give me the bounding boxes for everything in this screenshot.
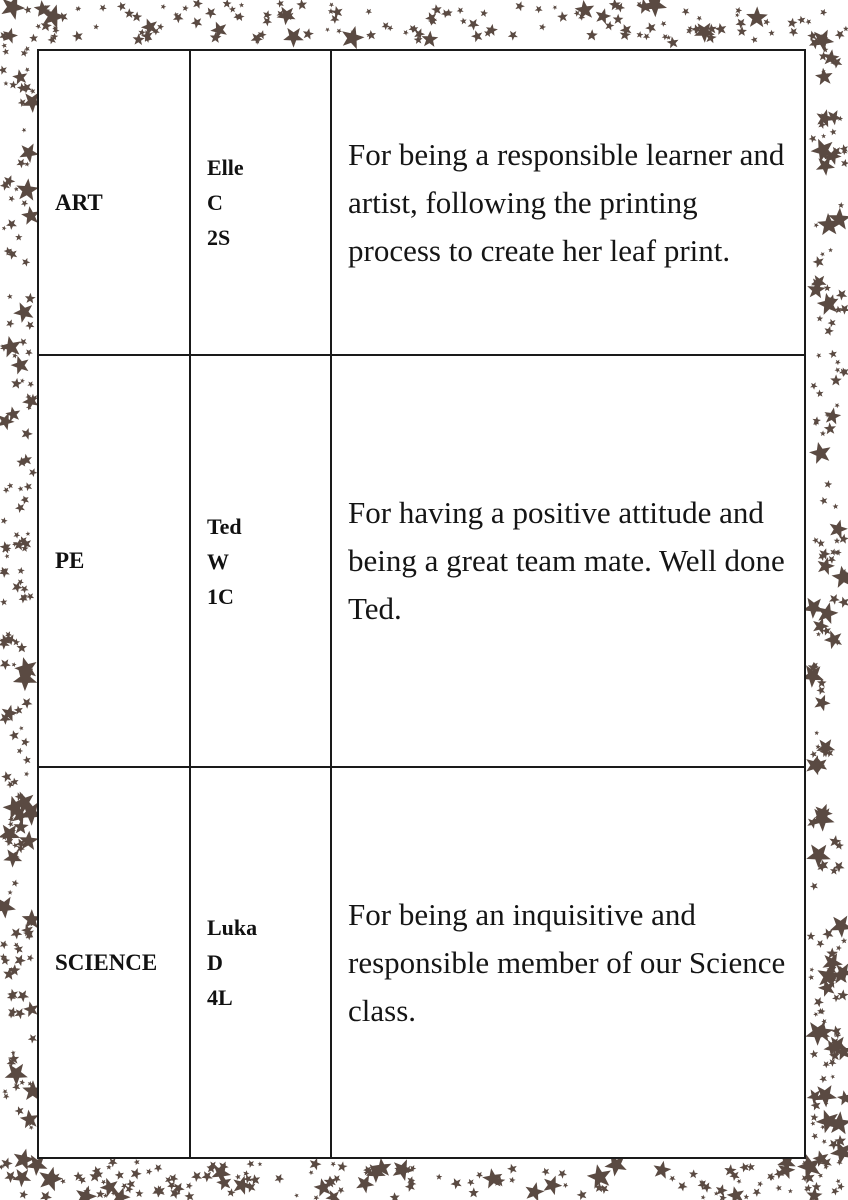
star-icon: [744, 1194, 750, 1200]
star-icon: [313, 1195, 319, 1200]
star-icon: [117, 2, 126, 11]
star-icon: [737, 26, 747, 36]
star-icon: [816, 390, 824, 398]
star-icon: [605, 21, 614, 31]
star-icon: [18, 567, 25, 574]
star-icon: [207, 1163, 217, 1173]
star-icon: [775, 1185, 781, 1192]
star-icon: [22, 258, 30, 267]
star-icon: [22, 128, 27, 133]
star-icon: [828, 556, 836, 564]
star-icon: [21, 698, 32, 709]
reason-cell: For being a responsible learner and artist, following the printing process to create her leaf print.: [331, 50, 805, 355]
star-icon: [820, 497, 828, 505]
star-icon: [0, 825, 20, 846]
star-icon: [20, 1190, 29, 1199]
star-icon: [4, 1171, 16, 1183]
star-icon: [24, 6, 32, 14]
star-icon: [596, 8, 611, 24]
star-icon: [336, 28, 342, 34]
star-icon: [21, 738, 30, 747]
star-icon: [815, 68, 833, 85]
star-icon: [835, 403, 840, 408]
star-icon: [275, 1174, 285, 1184]
star-icon: [9, 81, 17, 89]
star-icon: [3, 487, 10, 494]
subject-cell: SCIENCE: [38, 767, 190, 1158]
star-icon: [436, 1174, 442, 1180]
awards-table: [37, 49, 806, 1159]
star-icon: [157, 23, 164, 30]
star-icon: [805, 1022, 830, 1046]
star-icon: [35, 24, 41, 30]
star-icon: [25, 349, 33, 356]
star-icon: [829, 350, 837, 359]
star-icon: [3, 849, 22, 867]
star-icon: [325, 28, 330, 33]
star-icon: [276, 0, 284, 8]
student-first-name: Luka: [207, 915, 258, 940]
star-icon: [817, 602, 838, 624]
star-icon: [15, 503, 25, 513]
star-icon: [468, 19, 480, 31]
star-icon: [20, 1079, 26, 1085]
star-icon: [814, 730, 819, 735]
star-icon: [15, 1008, 26, 1019]
star-icon: [835, 360, 841, 366]
star-icon: [824, 422, 836, 434]
star-icon: [814, 997, 824, 1007]
star-icon: [830, 129, 837, 136]
star-icon: [843, 26, 848, 32]
star-icon: [6, 219, 17, 230]
student-class: 4L: [207, 985, 233, 1010]
star-icon: [296, 0, 307, 10]
star-icon: [72, 31, 83, 42]
star-icon: [833, 503, 839, 509]
star-icon: [25, 293, 36, 304]
award-row-science: [38, 767, 805, 1158]
star-icon: [365, 9, 372, 15]
star-icon: [820, 430, 826, 436]
star-icon: [337, 1161, 347, 1171]
star-icon: [716, 1184, 728, 1196]
star-icon: [191, 17, 202, 28]
star-icon: [3, 1093, 10, 1099]
star-icon: [239, 2, 244, 7]
star-icon: [810, 1050, 819, 1058]
star-icon: [575, 0, 595, 19]
star-icon: [235, 1174, 241, 1180]
star-icon: [810, 882, 818, 890]
star-icon: [838, 597, 848, 608]
star-icon: [660, 21, 666, 27]
star-icon: [28, 1034, 37, 1043]
star-icon: [310, 1158, 322, 1170]
star-icon: [356, 1175, 374, 1193]
star-icon: [193, 0, 203, 9]
star-icon: [830, 1074, 835, 1079]
star-icon: [2, 226, 7, 231]
star-icon: [1, 517, 8, 524]
student-initial: C: [207, 190, 223, 215]
star-icon: [810, 967, 815, 972]
star-icon: [736, 19, 747, 29]
student-first-name: Ted: [207, 513, 242, 539]
star-icon: [814, 223, 819, 228]
star-icon: [787, 18, 797, 28]
star-icon: [509, 1177, 515, 1184]
star-icon: [337, 1187, 344, 1194]
star-icon: [154, 1164, 163, 1172]
star-icon: [552, 5, 557, 10]
star-icon: [764, 19, 771, 26]
star-icon: [303, 28, 314, 39]
star-icon: [811, 1113, 819, 1121]
star-icon: [330, 15, 339, 24]
star-icon: [542, 1168, 550, 1176]
star-icon: [229, 6, 236, 13]
star-icon: [837, 1183, 845, 1191]
star-icon: [247, 1160, 255, 1168]
star-icon: [1, 43, 7, 49]
star-icon: [1, 771, 12, 782]
star-icon: [135, 1189, 143, 1197]
student-cell: [190, 767, 331, 1158]
star-icon: [841, 159, 848, 167]
star-icon: [835, 30, 845, 39]
star-icon: [12, 353, 17, 359]
star-icon: [817, 315, 824, 322]
star-icon: [574, 10, 581, 17]
student-initial: D: [207, 950, 223, 975]
star-icon: [715, 23, 727, 35]
star-icon: [824, 480, 832, 488]
star-icon: [816, 686, 825, 695]
star-icon: [467, 1179, 475, 1186]
star-icon: [5, 1064, 28, 1086]
star-icon: [643, 33, 650, 40]
star-icon: [154, 1185, 165, 1197]
star-icon: [457, 7, 464, 14]
star-icon: [810, 1121, 815, 1126]
subject-cell: ART: [38, 50, 190, 355]
star-icon: [1, 0, 25, 20]
star-icon: [12, 842, 18, 848]
star-icon: [58, 12, 68, 22]
student-cell: [190, 50, 331, 355]
star-icon: [757, 1181, 763, 1187]
star-icon: [736, 1179, 741, 1184]
star-icon: [40, 1191, 52, 1200]
star-icon: [132, 12, 142, 22]
star-icon: [577, 1190, 587, 1200]
star-icon: [16, 178, 39, 200]
star-icon: [751, 36, 758, 43]
star-icon: [9, 730, 19, 740]
star-icon: [816, 940, 824, 948]
star-icon: [15, 234, 22, 241]
star-icon: [825, 326, 834, 336]
star-icon: [96, 1190, 105, 1199]
star-icon: [735, 7, 742, 14]
star-icon: [471, 30, 482, 42]
star-icon: [4, 554, 9, 559]
star-icon: [809, 135, 817, 143]
star-icon: [526, 1182, 545, 1200]
star-icon: [21, 200, 28, 207]
star-icon: [25, 531, 30, 536]
star-icon: [451, 1178, 462, 1189]
star-icon: [836, 945, 842, 951]
star-icon: [124, 8, 134, 18]
star-icon: [811, 1133, 818, 1140]
star-icon: [645, 22, 656, 33]
star-icon: [3, 81, 8, 86]
star-icon: [476, 1172, 483, 1179]
star-icon: [832, 994, 840, 1002]
star-icon: [331, 1162, 337, 1167]
star-icon: [823, 1061, 830, 1068]
star-icon: [8, 890, 13, 895]
award-row-pe: [38, 355, 805, 767]
star-icon: [17, 748, 23, 755]
star-icon: [184, 1191, 194, 1200]
star-icon: [13, 532, 20, 539]
star-icon: [182, 5, 188, 11]
star-icon: [403, 30, 409, 36]
star-icon: [409, 25, 417, 33]
star-icon: [216, 1175, 231, 1190]
star-icon: [835, 367, 841, 373]
star-icon: [820, 252, 825, 257]
star-icon: [169, 1174, 179, 1184]
star-icon: [837, 1090, 848, 1105]
star-icon: [768, 30, 774, 36]
star-icon: [832, 566, 848, 588]
star-icon: [186, 1182, 193, 1189]
star-icon: [115, 1170, 124, 1179]
star-icon: [613, 14, 624, 24]
star-icon: [830, 520, 848, 539]
star-icon: [329, 3, 334, 8]
star-icon: [29, 34, 38, 43]
star-icon: [678, 1182, 688, 1192]
star-icon: [24, 482, 32, 491]
star-icon: [821, 1139, 826, 1144]
star-icon: [24, 771, 29, 776]
star-icon: [789, 28, 798, 37]
star-icon: [727, 1186, 744, 1200]
star-icon: [807, 932, 816, 940]
star-icon: [205, 8, 217, 19]
star-icon: [6, 319, 14, 328]
star-icon: [817, 539, 825, 547]
student-first-name: Elle: [207, 155, 244, 180]
star-icon: [813, 1012, 818, 1017]
star-icon: [810, 382, 818, 389]
star-icon: [146, 1168, 152, 1175]
star-icon: [746, 6, 768, 27]
star-icon: [828, 248, 833, 253]
star-icon: [26, 593, 34, 601]
star-icon: [134, 1159, 140, 1165]
star-icon: [486, 24, 498, 36]
star-icon: [788, 1189, 793, 1194]
star-icon: [830, 374, 842, 385]
star-icon: [1, 1158, 12, 1170]
star-icon: [12, 1169, 31, 1187]
star-icon: [12, 662, 17, 667]
star-icon: [93, 24, 99, 30]
star-icon: [431, 4, 442, 15]
star-icon: [838, 202, 844, 208]
star-icon: [797, 16, 805, 24]
star-icon: [18, 486, 24, 492]
star-icon: [2, 48, 9, 55]
star-icon: [816, 632, 821, 637]
star-icon: [258, 1162, 263, 1167]
star-icon: [99, 4, 107, 11]
star-icon: [480, 9, 488, 17]
subject-cell: PE: [38, 355, 190, 767]
star-icon: [816, 353, 822, 359]
star-icon: [262, 17, 272, 27]
star-icon: [735, 13, 740, 18]
star-icon: [820, 9, 827, 16]
star-icon: [11, 928, 23, 940]
star-icon: [101, 1180, 106, 1185]
star-icon: [828, 319, 836, 328]
star-icon: [701, 1195, 706, 1200]
star-icon: [460, 18, 467, 25]
star-icon: [20, 585, 28, 593]
star-icon: [16, 159, 26, 169]
star-icon: [544, 1176, 563, 1196]
star-icon: [283, 28, 304, 48]
star-icon: [586, 29, 598, 40]
star-icon: [0, 598, 7, 605]
star-icon: [23, 756, 31, 764]
star-icon: [131, 1168, 142, 1180]
star-icon: [814, 695, 830, 712]
star-icon: [227, 1188, 236, 1197]
star-icon: [539, 24, 546, 31]
reason-cell: For being an inquisitive and responsible member of our Science class.: [331, 767, 805, 1158]
star-icon: [696, 16, 702, 21]
star-icon: [27, 381, 34, 388]
star-icon: [836, 1179, 841, 1184]
star-icon: [7, 294, 13, 300]
star-icon: [841, 938, 847, 944]
star-icon: [12, 69, 27, 84]
star-icon: [563, 1183, 569, 1189]
star-icon: [813, 256, 824, 268]
star-icon: [25, 67, 30, 72]
star-icon: [515, 1, 525, 11]
star-icon: [507, 1164, 517, 1174]
star-icon: [17, 990, 29, 1002]
student-initial: W: [207, 548, 229, 574]
star-icon: [15, 1106, 24, 1115]
star-icon: [2, 1089, 8, 1095]
star-icon: [810, 751, 817, 759]
star-icon: [9, 196, 16, 203]
student-class: 2S: [207, 225, 231, 250]
star-icon: [508, 31, 518, 41]
star-icon: [839, 305, 848, 315]
star-icon: [739, 1162, 749, 1172]
star-icon: [811, 1100, 821, 1110]
star-icon: [11, 356, 29, 375]
star-icon: [309, 1170, 314, 1175]
student-cell: [190, 355, 331, 767]
star-icon: [669, 1176, 676, 1182]
star-icon: [17, 642, 28, 652]
reason-cell: For having a positive attitude and being a great team mate. Well done Ted.: [331, 355, 805, 767]
star-icon: [27, 954, 34, 961]
star-icon: [558, 1170, 567, 1179]
star-icon: [809, 442, 831, 464]
star-icon: [469, 1187, 479, 1197]
star-icon: [805, 19, 811, 25]
star-icon: [840, 368, 848, 378]
star-icon: [636, 31, 643, 38]
star-icon: [557, 11, 568, 22]
star-icon: [821, 133, 826, 138]
star-icon: [39, 1167, 63, 1192]
star-icon: [808, 974, 814, 980]
star-icon: [191, 1171, 202, 1182]
star-icon: [0, 659, 11, 670]
star-icon: [19, 726, 24, 731]
star-icon: [22, 428, 33, 440]
star-icon: [535, 6, 543, 14]
star-icon: [294, 1193, 299, 1198]
award-row-art: [38, 50, 805, 355]
star-icon: [0, 66, 7, 75]
star-icon: [654, 1161, 672, 1179]
star-icon: [12, 880, 19, 887]
star-icon: [812, 1182, 822, 1191]
star-icon: [161, 4, 167, 10]
star-icon: [201, 1171, 212, 1182]
star-icon: [422, 31, 439, 47]
star-icon: [819, 1075, 827, 1083]
star-icon: [25, 321, 34, 330]
star-icon: [806, 845, 831, 869]
star-icon: [0, 897, 16, 919]
star-icon: [15, 955, 26, 967]
student-class: 1C: [207, 583, 234, 609]
star-icon: [14, 187, 19, 192]
star-icon: [834, 538, 840, 544]
star-icon: [390, 1192, 400, 1200]
star-icon: [223, 0, 232, 8]
star-icon: [689, 1169, 698, 1178]
star-icon: [13, 302, 33, 323]
star-icon: [682, 8, 690, 16]
star-icon: [829, 594, 840, 605]
star-icon: [752, 1188, 761, 1197]
star-icon: [19, 338, 27, 346]
star-icon: [106, 1164, 112, 1170]
